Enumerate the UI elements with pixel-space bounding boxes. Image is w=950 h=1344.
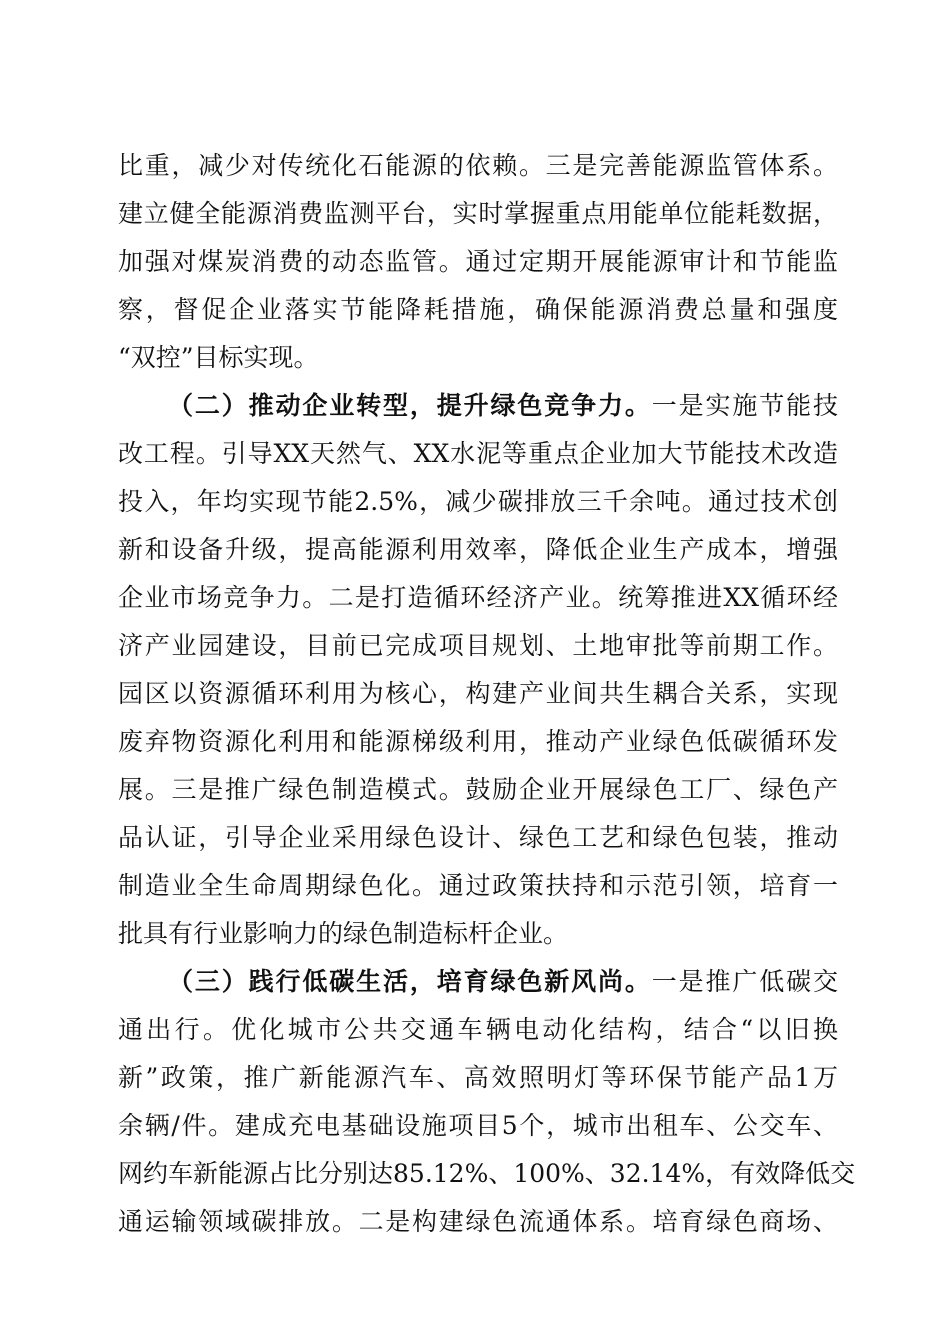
text-line: 察，督促企业落实节能降耗措施，确保能源消费总量和强度 xyxy=(118,295,838,324)
text-line: 建立健全能源消费监测平台，实时掌握重点用能单位能耗数据， xyxy=(118,199,838,228)
text-line: 新”政策，推广新能源汽车、高效照明灯等环保节能产品1万 xyxy=(118,1063,838,1092)
text-line: 改工程。引导XX天然气、XX水泥等重点企业加大节能技术改造 xyxy=(118,439,838,468)
section-heading: （二）推动企业转型，提升绿色竞争力。 xyxy=(168,391,652,420)
text-line: 企业市场竞争力。二是打造循环经济产业。统筹推进XX循环经 xyxy=(118,583,838,612)
text-line: 余辆/件。建成充电基础设施项目5个，城市出租车、公交车、 xyxy=(118,1111,838,1140)
text-line: 制造业全生命周期绿色化。通过政策扶持和示范引领，培育一 xyxy=(118,871,838,900)
text-line: 园区以资源循环利用为核心，构建产业间共生耦合关系，实现 xyxy=(118,679,838,708)
text-line: 网约车新能源占比分别达85.12%、100%、32.14%，有效降低交 xyxy=(118,1159,856,1188)
text-line: 济产业园建设，目前已完成项目规划、土地审批等前期工作。 xyxy=(118,631,838,660)
text-line: 品认证，引导企业采用绿色设计、绿色工艺和绿色包装，推动 xyxy=(118,823,838,852)
text-line: 新和设备升级，提高能源利用效率，降低企业生产成本，增强 xyxy=(118,535,838,564)
document-body xyxy=(118,142,856,1246)
section-heading-line xyxy=(118,382,838,430)
text-line: 加强对煤炭消费的动态监管。通过定期开展能源审计和节能监 xyxy=(118,247,838,276)
text-span: 一是实施节能技 xyxy=(651,391,838,420)
text-line: 比重，减少对传统化石能源的依赖。三是完善能源监管体系。 xyxy=(118,151,838,180)
text-line: 批具有行业影响力的绿色制造标杆企业。 xyxy=(118,919,569,948)
text-line: “双控”目标实现。 xyxy=(118,343,319,372)
text-span: 一是推广低碳交 xyxy=(651,967,838,996)
text-line: 通出行。优化城市公共交通车辆电动化结构，结合“以旧换 xyxy=(118,1015,838,1044)
text-line: 投入，年均实现节能2.5%，减少碳排放三千余吨。通过技术创 xyxy=(118,487,838,516)
text-line: 废弃物资源化利用和能源梯级利用，推动产业绿色低碳循环发 xyxy=(118,727,838,756)
section-heading-line xyxy=(118,958,838,1006)
section-heading: （三）践行低碳生活，培育绿色新风尚。 xyxy=(168,967,652,996)
text-line: 通运输领域碳排放。二是构建绿色流通体系。培育绿色商场、 xyxy=(118,1207,838,1236)
text-line: 展。三是推广绿色制造模式。鼓励企业开展绿色工厂、绿色产 xyxy=(118,775,838,804)
